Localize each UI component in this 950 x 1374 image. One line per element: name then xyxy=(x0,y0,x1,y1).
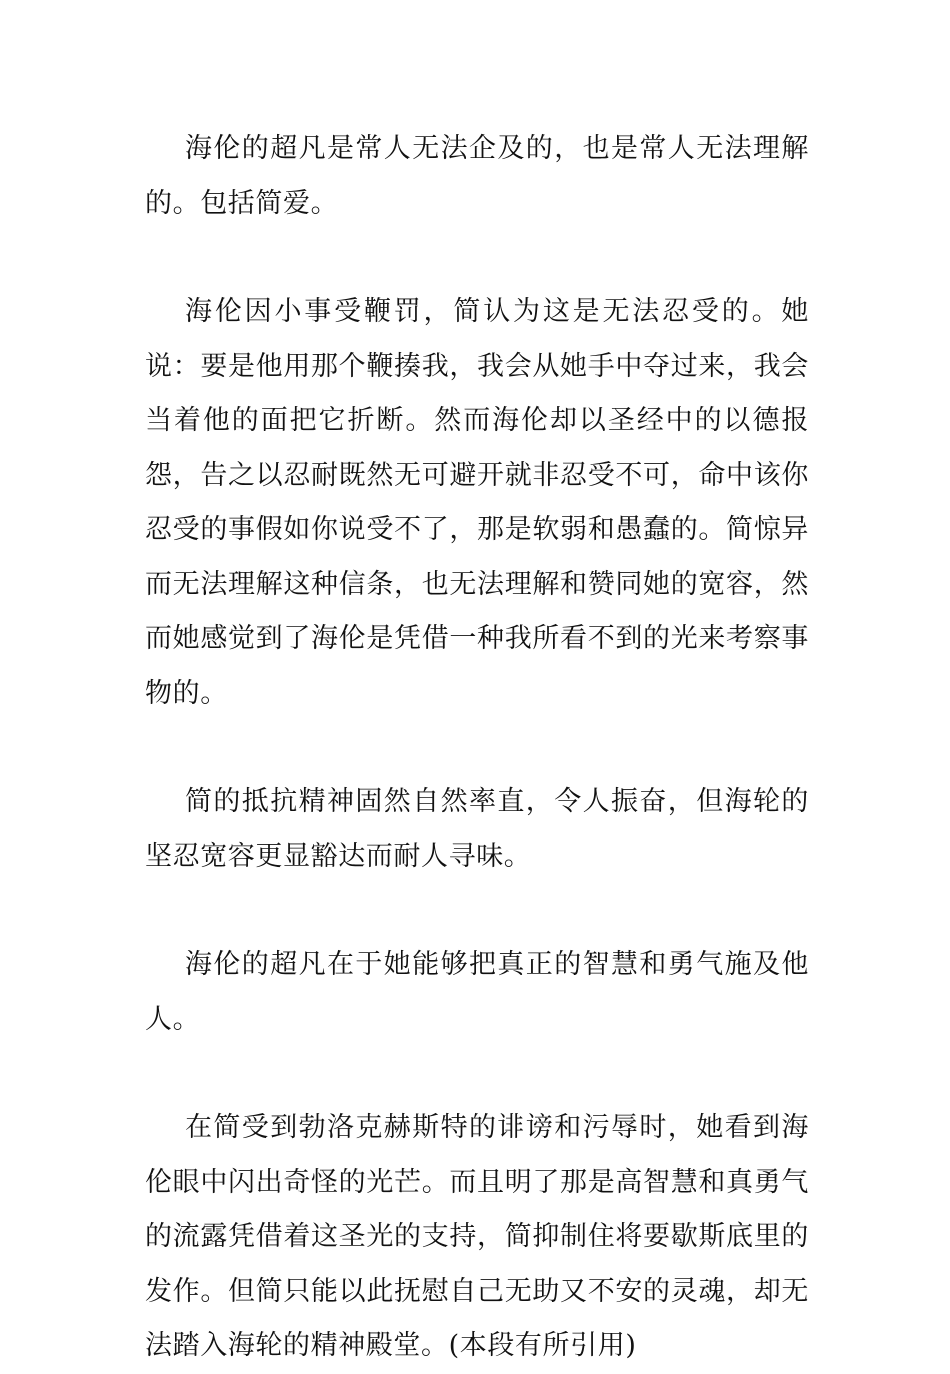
paragraph-3: 简的抵抗精神固然自然率直，令人振奋，但海轮的坚忍宽容更显豁达而耐人寻味。 xyxy=(145,786,809,872)
paragraph-spacer xyxy=(145,884,809,938)
paragraph-spacer xyxy=(145,231,809,285)
paragraph-4: 海伦的超凡在于她能够把真正的智慧和勇气施及他人。 xyxy=(145,949,809,1035)
document-body xyxy=(145,122,809,1374)
paragraph-5: 在简受到勃洛克赫斯特的诽谤和污辱时，她看到海伦眼中闪出奇怪的光芒。而且明了那是高智慧和真勇气的流露凭借着这圣光的支持，简抑制住将要歇斯底里的发作。但简只能以此抚慰自己无助又不安的灵魂，却无法踏入海轮的精神殿堂。(本段有所引用) xyxy=(145,1112,809,1361)
paragraph-1: 海伦的超凡是常人无法企及的，也是常人无法理解的。包括简爱。 xyxy=(145,133,809,219)
paragraph-2: 海伦因小事受鞭罚，简认为这是无法忍受的。她说：要是他用那个鞭揍我，我会从她手中夺过来，我会当着他的面把它折断。然而海伦却以圣经中的以德报怨，告之以忍耐既然无可避开就非忍受不可，命中该你忍受的事假如你说受不了，那是软弱和愚蠢的。简惊异而无法理解这种信条，也无法理解和赞同她的宽容，然而她感觉到了海伦是凭借一种我所看不到的光来考察事物的。 xyxy=(145,296,809,709)
paragraph-spacer xyxy=(145,1047,809,1101)
paragraph-spacer xyxy=(145,721,809,775)
